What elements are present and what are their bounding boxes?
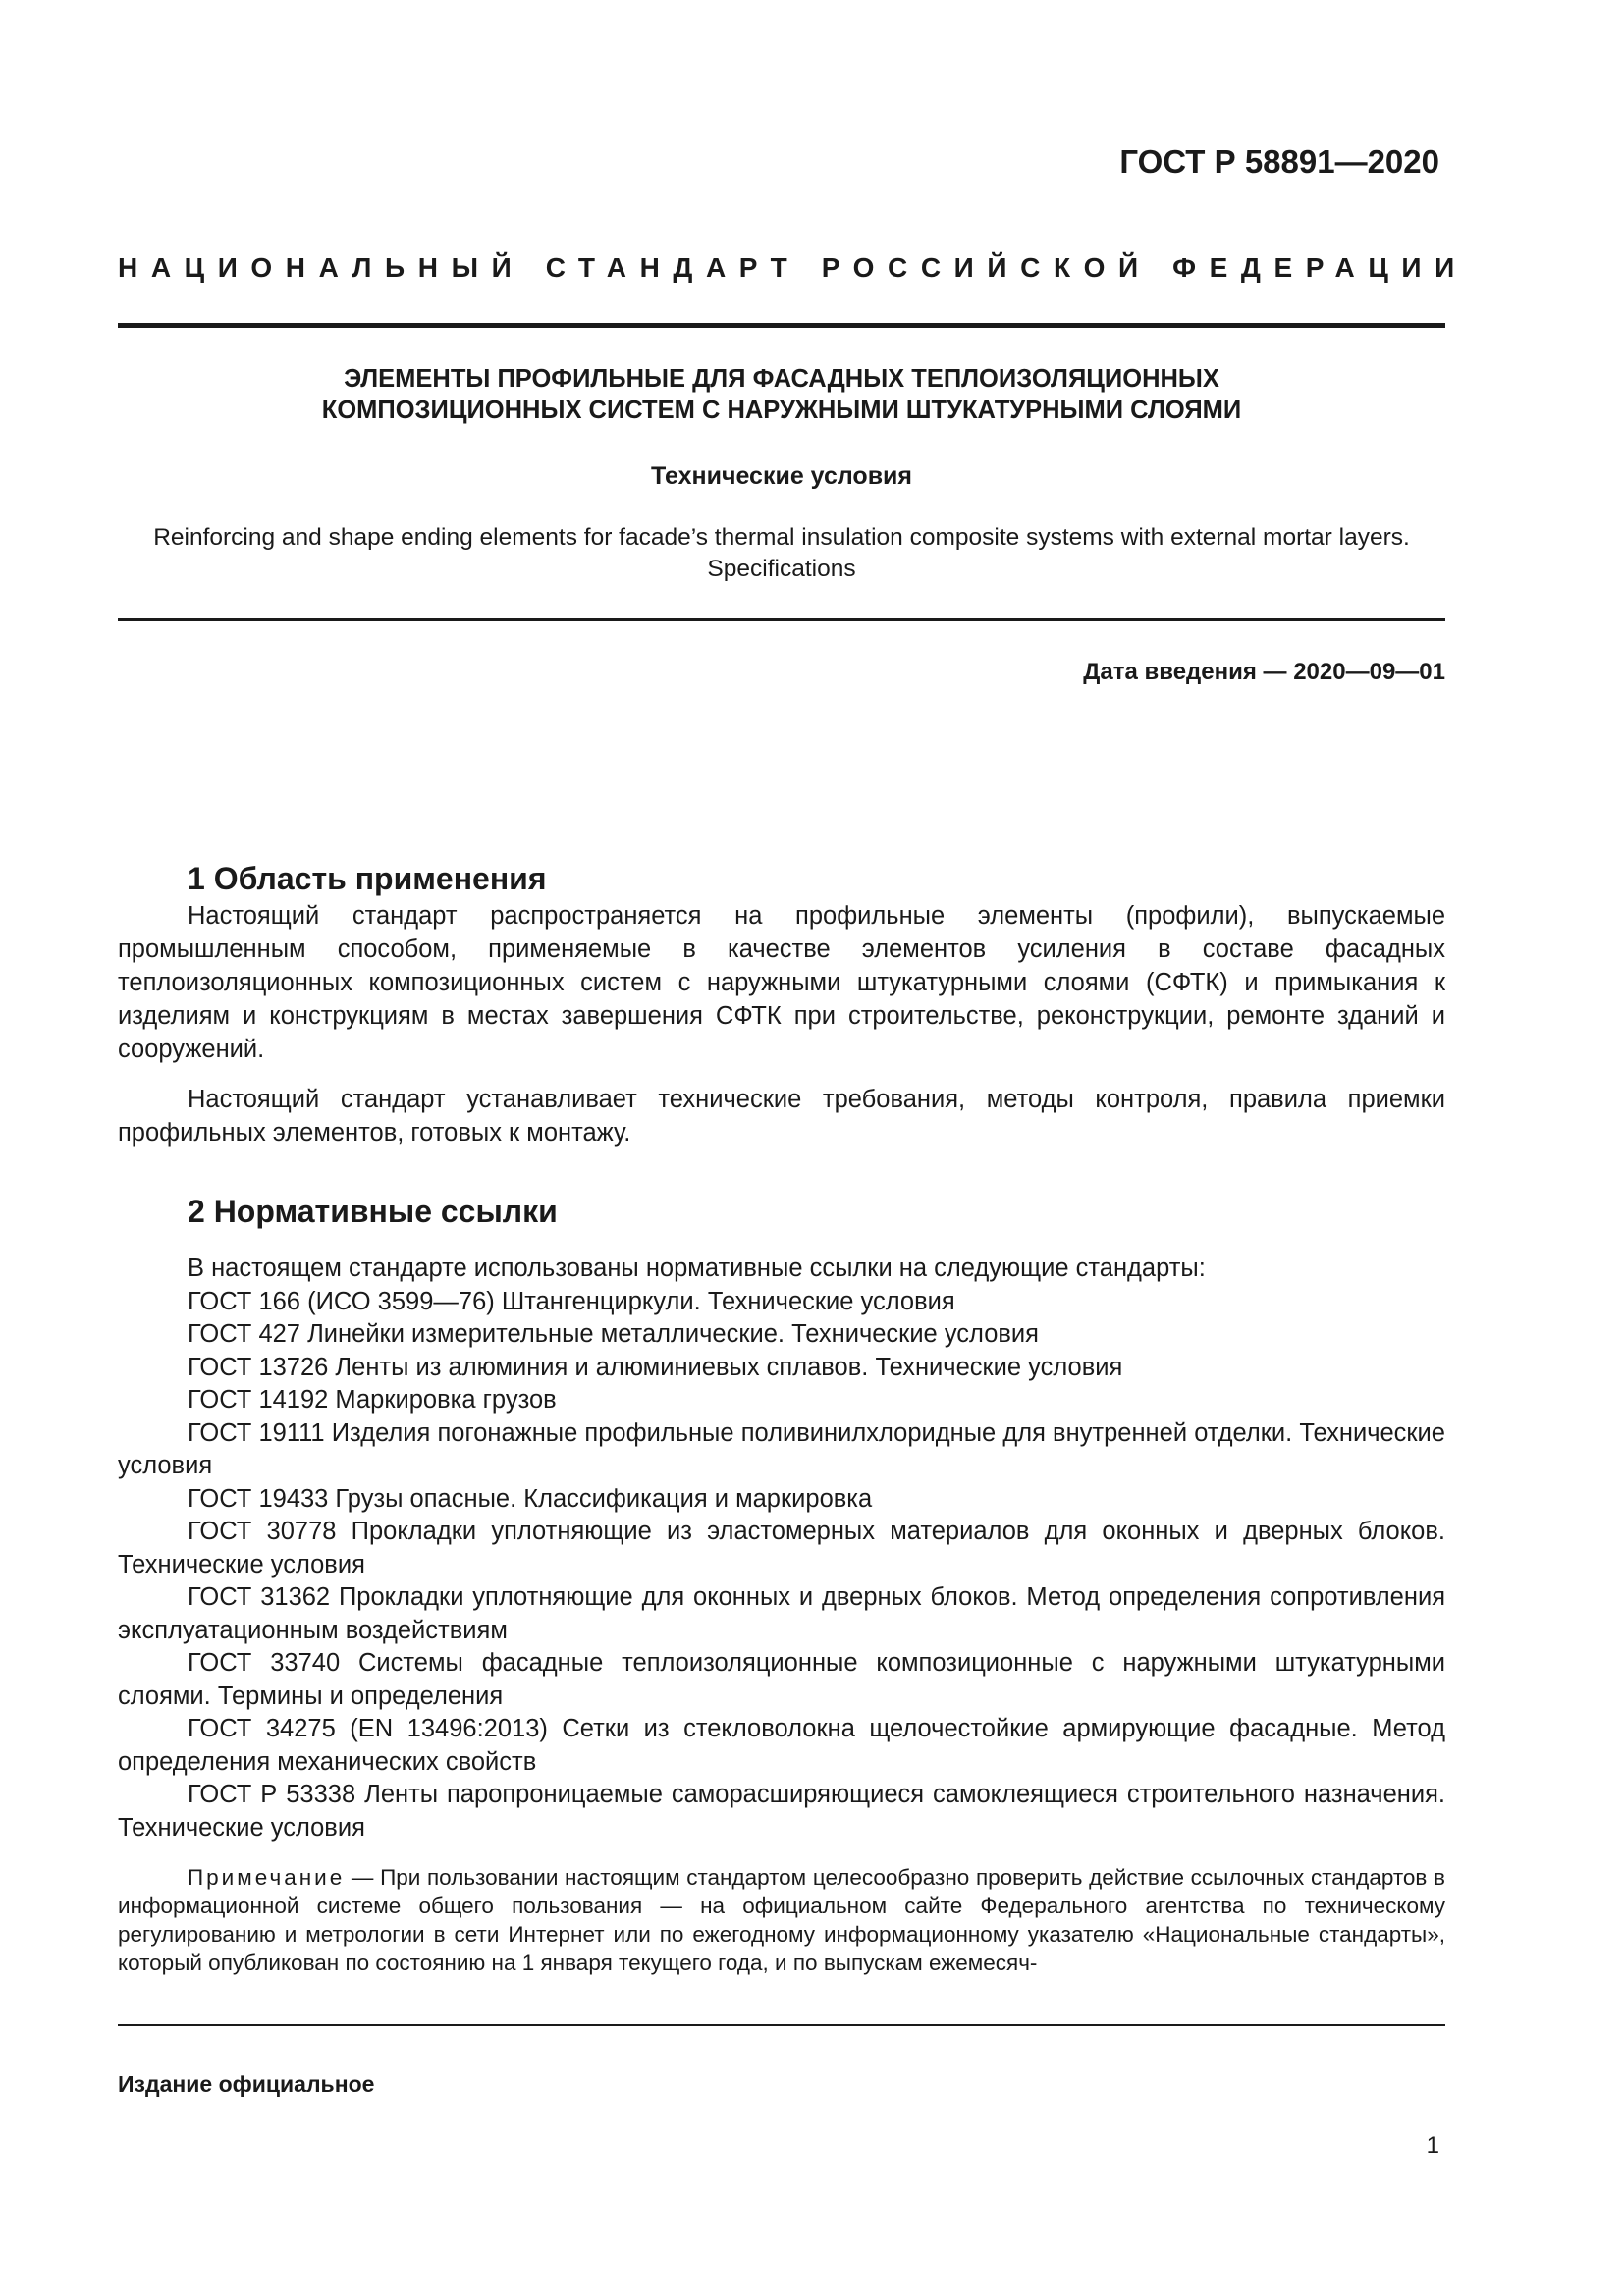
national-standard-banner: НАЦИОНАЛЬНЫЙ СТАНДАРТ РОССИЙСКОЙ ФЕДЕРАЦИИ [118, 252, 1468, 283]
note-text: — При пользовании настоящим стандартом целесообразно проверить действие ссылочных стандартов в информационной системе общего пользования — на официальном сайте Федерального агентства по техническому регулированию и метрологии в сети Интернет или по ежегодному информационному указателю «Национальные стандарты», который опубликован по состоянию на 1 января текущего года, и по выпускам ежемесяч- [118, 1865, 1445, 1975]
section-2-heading: 2 Нормативные ссылки [188, 1194, 558, 1229]
reference-item: ГОСТ 34275 (EN 13496:2013) Сетки из стекловолокна щелочестойкие армирующие фасадные. Метод определения механических свойств [118, 1715, 1445, 1776]
reference-item: ГОСТ 166 (ИСО 3599—76) Штангенциркули. Технические условия [188, 1287, 955, 1315]
section-1-heading: 1 Область применения [188, 861, 547, 896]
reference-item: ГОСТ 19433 Грузы опасные. Классификация и маркировка [188, 1484, 873, 1513]
references-intro: В настоящем стандарте использованы нормативные ссылки на следующие стандарты: [188, 1255, 1206, 1282]
page-number: 1 [1426, 2132, 1439, 2159]
document-title [118, 363, 1445, 426]
references-note [118, 1863, 1445, 1977]
document-subtitle: Технические условия [650, 462, 913, 490]
section-1-paragraph-1: Настоящий стандарт распространяется на профильные элементы (профили), выпускаемые промышленным способом, применяемые в качестве элементов усиления в составе фасадных теплоизоляционных композиционных систем с наружными штукатурными слоями (СФТК) и примыкания к изделиям и конструкциям в местах завершения СФТК при строительстве, реконструкции, ремонте зданий и сооружений. [118, 902, 1445, 1063]
section-1-paragraph-2: Настоящий стандарт устанавливает технические требования, методы контроля, правила приемки профильных элементов, готовых к монтажу. [118, 1086, 1445, 1147]
reference-item: ГОСТ 427 Линейки измерительные металлические. Технические условия [188, 1320, 1039, 1348]
title-line-2: КОМПОЗИЦИОННЫХ СИСТЕМ С НАРУЖНЫМИ ШТУКАТУРНЫМИ СЛОЯМИ [321, 397, 1242, 424]
header-rule [118, 323, 1445, 328]
reference-item: ГОСТ 14192 Маркировка грузов [188, 1386, 557, 1414]
introduction-date: Дата введения — 2020—09—01 [1083, 659, 1445, 685]
reference-item: ГОСТ 31362 Прокладки уплотняющие для оконных и дверных блоков. Метод определения сопротивления эксплуатационным воздействиям [118, 1583, 1445, 1644]
reference-item: ГОСТ Р 53338 Ленты паропроницаемые саморасширяющиеся самоклеящиеся строительного назначения. Технические условия [118, 1781, 1445, 1842]
footer-rule [118, 2024, 1445, 2026]
title-rule [118, 618, 1445, 621]
normative-references-list [118, 1253, 1445, 1844]
reference-item: ГОСТ 30778 Прокладки уплотняющие из эластомерных материалов для оконных и дверных блоков. Технические условия [118, 1518, 1445, 1578]
title-line-1: ЭЛЕМЕНТЫ ПРОФИЛЬНЫЕ ДЛЯ ФАСАДНЫХ ТЕПЛОИЗОЛЯЦИОННЫХ [344, 365, 1219, 393]
note-label: Примечание [188, 1865, 346, 1890]
edition-label: Издание официальное [118, 2071, 375, 2097]
reference-item: ГОСТ 19111 Изделия погонажные профильные поливинилхлоридные для внутренней отделки. Технические условия [118, 1418, 1445, 1479]
english-title [118, 522, 1445, 585]
english-title-line-2: Specifications [707, 556, 856, 582]
reference-item: ГОСТ 33740 Системы фасадные теплоизоляционные композиционные с наружными штукатурными слоями. Термины и определения [118, 1649, 1445, 1710]
english-title-line-1: Reinforcing and shape ending elements for facade’s thermal insulation composite systems with external mortar layers. [153, 524, 1410, 551]
reference-item: ГОСТ 13726 Ленты из алюминия и алюминиевых сплавов. Технические условия [188, 1353, 1123, 1381]
standard-designation: ГОСТ Р 58891—2020 [1119, 143, 1439, 180]
